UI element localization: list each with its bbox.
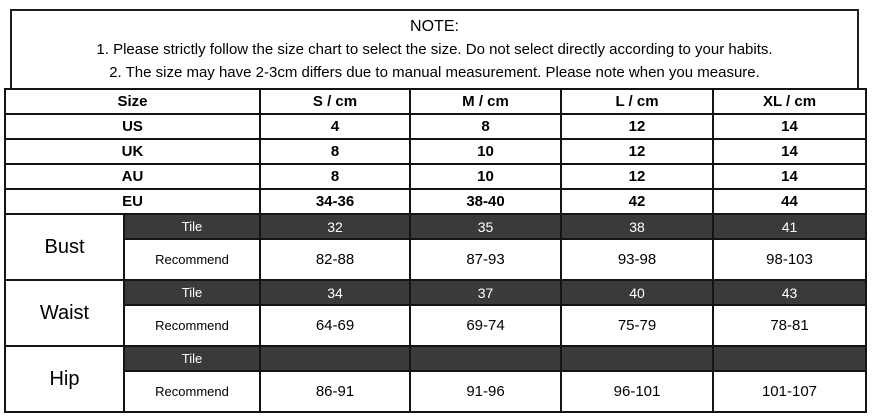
table-row-us — [5, 114, 866, 139]
cell-us-l: 12 — [561, 114, 713, 139]
cell-waist-recommend-xl: 78-81 — [713, 305, 866, 346]
sub-row-label-hip-recommend: Recommend — [124, 371, 260, 412]
cell-bust-recommend-s: 82-88 — [260, 239, 410, 280]
table-row-bust-tile — [5, 214, 866, 239]
table-row-uk — [5, 139, 866, 164]
cell-eu-m: 38-40 — [410, 189, 561, 214]
cell-au-xl: 14 — [713, 164, 866, 189]
cell-hip-recommend-xl: 101-107 — [713, 371, 866, 412]
cell-hip-recommend-m: 91-96 — [410, 371, 561, 412]
row-label-au: AU — [5, 164, 260, 189]
cell-bust-tile-xl: 41 — [713, 214, 866, 239]
column-header-m-cm: M / cm — [410, 89, 561, 114]
cell-uk-m: 10 — [410, 139, 561, 164]
cell-eu-l: 42 — [561, 189, 713, 214]
row-label-bust: Bust — [5, 214, 124, 280]
cell-eu-s: 34-36 — [260, 189, 410, 214]
cell-bust-tile-l: 38 — [561, 214, 713, 239]
row-label-uk: UK — [5, 139, 260, 164]
cell-au-l: 12 — [561, 164, 713, 189]
cell-hip-recommend-l: 96-101 — [561, 371, 713, 412]
note-title: NOTE: — [410, 18, 459, 35]
cell-waist-recommend-s: 64-69 — [260, 305, 410, 346]
size-chart-table — [4, 88, 867, 413]
cell-waist-tile-s: 34 — [260, 280, 410, 305]
cell-waist-tile-l: 40 — [561, 280, 713, 305]
table-row-bust-recommend — [5, 239, 866, 280]
column-header-size: Size — [5, 89, 260, 114]
cell-hip-tile-m — [410, 346, 561, 371]
cell-hip-tile-xl — [713, 346, 866, 371]
cell-bust-tile-s: 32 — [260, 214, 410, 239]
table-row-eu — [5, 189, 866, 214]
cell-bust-recommend-l: 93-98 — [561, 239, 713, 280]
sub-row-label-waist-recommend: Recommend — [124, 305, 260, 346]
cell-uk-xl: 14 — [713, 139, 866, 164]
cell-us-xl: 14 — [713, 114, 866, 139]
sub-row-label-waist-tile: Tile — [124, 280, 260, 305]
table-row-hip-recommend — [5, 371, 866, 412]
cell-waist-recommend-l: 75-79 — [561, 305, 713, 346]
cell-bust-recommend-xl: 98-103 — [713, 239, 866, 280]
cell-bust-tile-m: 35 — [410, 214, 561, 239]
cell-us-m: 8 — [410, 114, 561, 139]
row-label-hip: Hip — [5, 346, 124, 412]
table-row-au — [5, 164, 866, 189]
note-box — [10, 9, 859, 93]
cell-waist-recommend-m: 69-74 — [410, 305, 561, 346]
cell-hip-recommend-s: 86-91 — [260, 371, 410, 412]
note-line-1: 1. Please strictly follow the size chart to select the size. Do not select directly according to your habits. — [96, 41, 773, 58]
table-row-hip-tile — [5, 346, 866, 371]
sub-row-label-bust-recommend: Recommend — [124, 239, 260, 280]
cell-eu-xl: 44 — [713, 189, 866, 214]
sub-row-label-bust-tile: Tile — [124, 214, 260, 239]
cell-hip-tile-l — [561, 346, 713, 371]
sub-row-label-hip-tile: Tile — [124, 346, 260, 371]
cell-bust-recommend-m: 87-93 — [410, 239, 561, 280]
cell-uk-l: 12 — [561, 139, 713, 164]
row-label-us: US — [5, 114, 260, 139]
cell-us-s: 4 — [260, 114, 410, 139]
cell-au-m: 10 — [410, 164, 561, 189]
note-line-2: 2. The size may have 2-3cm differs due to manual measurement. Please note when you measure. — [109, 64, 760, 81]
row-label-eu: EU — [5, 189, 260, 214]
row-label-waist: Waist — [5, 280, 124, 346]
column-header-s-cm: S / cm — [260, 89, 410, 114]
table-row-waist-tile — [5, 280, 866, 305]
cell-hip-tile-s — [260, 346, 410, 371]
cell-waist-tile-m: 37 — [410, 280, 561, 305]
column-header-l-cm: L / cm — [561, 89, 713, 114]
cell-uk-s: 8 — [260, 139, 410, 164]
table-row-waist-recommend — [5, 305, 866, 346]
table-header-row — [5, 89, 866, 114]
column-header-xl-cm: XL / cm — [713, 89, 866, 114]
cell-au-s: 8 — [260, 164, 410, 189]
cell-waist-tile-xl: 43 — [713, 280, 866, 305]
